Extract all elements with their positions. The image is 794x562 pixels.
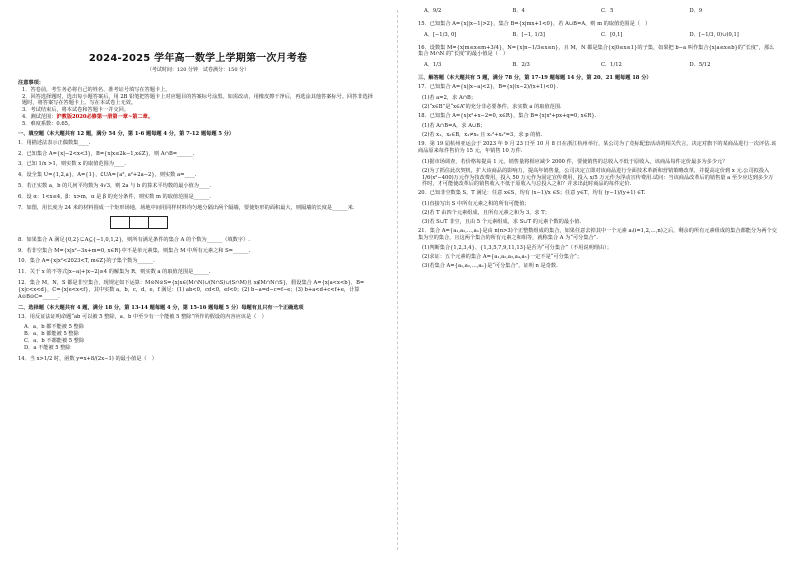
field-cell bbox=[110, 216, 130, 229]
question-16: 16．设数集 M={x|m≤x≤m+3/4}，N={x|n−1/3≤x≤n}，且 M，N 都是集合{x|0≤x≤1}的子集，如果把 b−a 叫作集合{x|a≤x≤b}的“长度”，那么集合 M∩N 的“长度”的最小值是（ ） bbox=[418, 44, 775, 58]
column-divider bbox=[397, 10, 398, 550]
question-19-part-2: (2)为了抓住此次契机，扩大该商品的影响力，提高年销售量，公司决定立即对该商品进行全面技术革新和营销策略改革，并提高定价到 x 元.公司拟投入 1/6(x²−400)万元作为技改费用，投入 50 万元作为固定宣传费用，投入 x/5 万元作为浮动宣传费用.试问：当该商品改革后的销售量 a 至少应达到多少万件时，才可能使改革后的销售收入不低于原收入与总投入之和？并求出此时商品的每件定价. bbox=[422, 167, 774, 188]
question-15-options bbox=[418, 32, 778, 39]
option-a: A．9/2 bbox=[424, 8, 442, 14]
question-10: 10．集合 A={x|x²<2023<T, m∈Z}的子集个数为______. bbox=[18, 258, 155, 265]
question-7: 7．如图，用长度为 24 米的材料围成一个矩形场地，场地中间用同样材料均匀地分隔出两个隔墙，要使矩形的面积最大，则隔墙的长度是______米. bbox=[18, 204, 355, 211]
left-column bbox=[18, 8, 378, 367]
question-19: 19．第 19 届杭州亚运会于 2023 年 9 月 23 日至 10 月 8 日在浙江杭州举行，某公司为了竞标配套活动的相关代言，决定对旗下的某商品进行一次评估.该商品原来每件售价为 15 元，年销售 10 万件. bbox=[418, 141, 777, 155]
question-21: 21．集合 A={a₁,a₂,…,aₙ}是由 n(n>3)个正整数组成的集合，如果任意去掉其中一个元素 aᵢ(i=1,2,…,n)之后，剩余的所有元素组成的集合都能分为两个交集为空的集合，且这两个集合的所有元素之和相等，就称集合 A 为“可分集合”. bbox=[418, 227, 777, 241]
question-8: 8．如果集合 A 满足{0,2}⊊A⊆{−1,0,1,2}，则所有满足条件的集合 A 的个数为______（填数字）. bbox=[18, 236, 250, 243]
question-2: 2．已知集合 A={x|−2<x<3}，B={x|x≤2k−1,x∈Z}，则 A∩B=______. bbox=[18, 150, 195, 157]
option-b: B．[−1, 1/3] bbox=[512, 31, 545, 38]
question-20-part-1: (1)直接写出 S 中所有元素之积的所有可能值； bbox=[422, 201, 530, 208]
note-1: 1．答卷前，考生务必将自己的姓名、准考证号填写在答题卡上。 bbox=[22, 86, 171, 93]
section-2-heading: 二、选择题（本大题共有 4 题，满分 18 分，第 13-14 题每题 4 分，第 15-16 题每题 5 分）每题有且只有一个正确选项 bbox=[18, 304, 304, 311]
question-18-part-2: (2)若 x₁，x₂∈B，x₁≠x₂ 且 x₁²+x₂²=3，求 p 的值. bbox=[422, 132, 543, 139]
question-21-part-2: (2)求证：五个元素的集合 A={a₁,a₂,a₃,a₄,a₅}一定不是“可分集合”； bbox=[422, 254, 583, 261]
question-13-options bbox=[18, 324, 378, 351]
option-d: D．9 bbox=[689, 8, 703, 14]
question-21-part-3: (3)若集合 A={a₁,a₂,…,aₙ}是“可分集合”，证明 n 是奇数. bbox=[422, 263, 558, 270]
note-3: 3．考试结束后，将本试卷和答题卡一并交回。 bbox=[22, 107, 130, 114]
option-c: C．a、b 不都能被 5 整除 bbox=[24, 338, 85, 345]
question-4: 4．设全集 U={1,2,a}，A={1}，∁UA={a², a²+2a−2}，则实数 a=____. bbox=[18, 172, 197, 179]
question-12: 12．集合 M，N，S 都是非空集合，现规定如下运算：M⊙N⊙S={x|x∈(M∩N)∪(N∩S)∪(S∩M)且 x∉M∩N∩S}，假设集合 A={x|a<x<b}，B={x|c<x<d}，C={x|e<x<f}，其中实数 a，b，c，d，e，f 满足：(1) ab<0，cd<0，ef<0；(2) b−a=d−c=f−e；(3) b+a<d+c<f+e，计算 A⊙B⊙C=______. bbox=[18, 280, 365, 300]
rectangle-field-figure bbox=[110, 216, 378, 229]
notes-label: 注意事项： bbox=[18, 79, 44, 86]
question-1: 1．用描述法表示正偶数集____. bbox=[18, 139, 91, 146]
page-title: 2024-2025 学年高一数学上学期第一次月考卷 bbox=[88, 53, 308, 64]
question-21-part-1: (1)判断集合{1,2,3,4}、{1,3,5,7,9,11,13}是否为“可分集合”（不用说明理由）； bbox=[422, 245, 612, 252]
exam-info: （考试时间：120 分钟 试卷满分：150 分） bbox=[146, 67, 250, 74]
question-18: 18．已知集合 A={x|x²+x−2=0, x∈R}，集合 B={x|x²+px+q=0, x∈R}. bbox=[418, 112, 597, 119]
field-cell bbox=[129, 216, 149, 229]
question-5: 5．若正实数 a，b 的几何平均数为 4√3，则 2a 与 b 的算术平均数的最小值为____. bbox=[18, 183, 211, 190]
question-6: 6．设 α：1<x≤4，β：x>m，α 是 β 的充分条件，则实数 m 的取值范围是______. bbox=[18, 193, 211, 200]
question-18-part-1: (1)若 A∩B=A，求 A∪B； bbox=[422, 123, 486, 130]
question-17-part-1: (1)若 a=2，求 A∩B； bbox=[422, 94, 477, 101]
question-11: 11．关于 x 的不等式|x−a|+|x−2|≥4 的解集为 R，则实数 a 的取值范围是______. bbox=[18, 269, 211, 276]
question-9: 9．若非空集合 M={x|x²−3x+m=0, x∈R}中不是单元素集，则集合 M 中所有元素之和 S=______. bbox=[18, 247, 251, 254]
field-cell bbox=[148, 216, 168, 229]
section-1-heading: 一、填空题（本大题共有 12 题，满分 54 分，第 1-6 题每题 4 分，第 7-12 题每题 5 分） bbox=[18, 130, 235, 137]
option-c: C．[0,1] bbox=[601, 31, 623, 38]
option-d: D．a 不能被 5 整除 bbox=[24, 344, 71, 351]
right-column bbox=[418, 8, 778, 272]
question-17: 17．已知集合 A={x||x−a|<2}，B={x|(x−2)/(x+1)<0}. bbox=[418, 84, 558, 91]
note-4-label: 4．测试范围： bbox=[22, 114, 57, 121]
note-5: 5．难度系数：0.65。 bbox=[22, 120, 74, 127]
question-14-options bbox=[418, 8, 778, 15]
option-b: B．a、b 都能被 5 整除 bbox=[24, 331, 79, 338]
question-16-options bbox=[418, 62, 778, 69]
option-a: A．[−1/3, 0] bbox=[424, 31, 457, 38]
question-20-part-3: (3)若 S∪T 非空，且由 5 个元素组成，求 S∪T 的元素个数的最小值. bbox=[422, 218, 582, 225]
option-c: C．5 bbox=[601, 8, 614, 14]
test-scope: 沪教版2020必修第一册第一章~第二章。 bbox=[56, 114, 154, 121]
section-3-heading: 三、解答题（本大题共有 5 题，满分 78 分，第 17-19 题每题 14 分，第 20、21 题每题 18 分） bbox=[418, 75, 652, 82]
question-19-part-1: (1)据市场调查，若价格每提高 1 元，销售量将相应减少 2000 件，要使销售的总收入不低于原收入，该商品每件定价最多为多少元？ bbox=[422, 158, 728, 165]
option-a: A．1/3 bbox=[424, 62, 442, 69]
question-20: 20．已知非空数集 S，T 满足：任意 x∈S，均有 (x−1)/x ∈S；任意 y∈T，均有 (y−1)/(y+1) ∈T. bbox=[418, 190, 646, 197]
option-d: D．5/12 bbox=[689, 62, 711, 69]
option-a: A．a、b 都不能被 5 整除 bbox=[24, 324, 84, 331]
note-4 bbox=[18, 114, 378, 121]
option-b: B．2/3 bbox=[512, 62, 530, 69]
option-b: B．4 bbox=[512, 8, 525, 14]
question-14: 14．当 x>1/2 时，函数 y=x+8/(2x−1) 的最小值是（ ） bbox=[18, 355, 157, 362]
option-c: C．1/12 bbox=[601, 62, 622, 69]
question-17-part-2: (2)“x∈B”是“x∈A”的充分非必要条件，求实数 a 的取值范围. bbox=[422, 103, 562, 110]
note-2: 2．回答选择题时，选出每小题答案后，用 2B 铅笔把答题卡上对应题目的答案标号涂黑。如需改动，用橡皮擦干净后，再选涂其他答案标号。回答非选择题时，将答案写在答题卡上。写在本试卷上无效。 bbox=[22, 93, 373, 107]
option-d: D．[−1/3, 0)∪(0,1] bbox=[689, 31, 739, 38]
question-20-part-2: (2)若 T 由四个元素组成，且所有元素之和为 3，求 T； bbox=[422, 210, 550, 217]
question-3: 3．已知 1/x >1，则实数 x 的取值范围为____. bbox=[18, 161, 126, 168]
question-15: 15．已知集合 A={x||x−1|>2}，集合 B={x|mx+1<0}，若 A∪B=A，则 m 的取值范围是（ ） bbox=[418, 20, 651, 27]
question-13: 13．用反证法证明命题“ab 可以被 5 整除，a、b 中至少有一个能被 5 整除”所作的假设的内容应该是（ ） bbox=[18, 313, 267, 320]
